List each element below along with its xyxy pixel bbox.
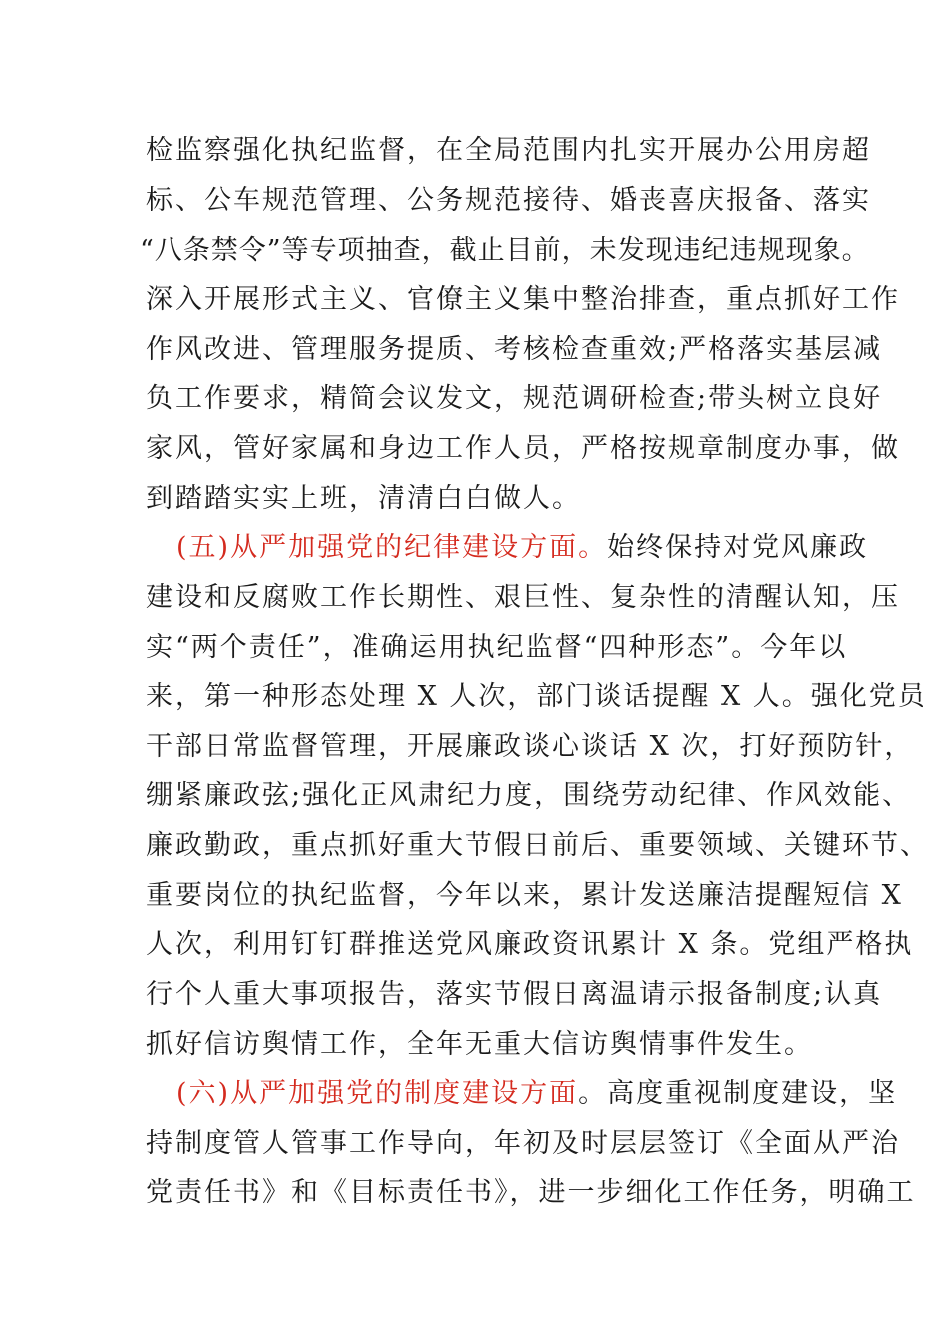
body-text-line: 建设和反腐败工作长期性、艰巨性、复杂性的清醒认知，压	[146, 582, 900, 613]
body-text-line: 负工作要求，精简会议发文，规范调研检查;带头树立良好	[146, 383, 883, 414]
body-text-line: 绷紧廉政弦;强化正风肃纪力度，围绕劳动纪律、作风效能、	[146, 780, 912, 811]
body-text-line: 实“两个责任”，准确运用执纪监督“四种形态”。今年以	[146, 632, 848, 663]
body-text-line: 重要岗位的执纪监督，今年以来，累计发送廉洁提醒短信 X	[146, 880, 903, 911]
body-text-line: 家风，管好家属和身边工作人员，严格按规章制度办事，做	[146, 433, 900, 464]
section-5-first-line-text: 始终保持对党风廉政	[607, 532, 869, 563]
body-text-line: 来，第一种形态处理 X 人次，部门谈话提醒 X 人。强化党员	[146, 681, 927, 712]
body-text-line: 党责任书》和《目标责任书》，进一步细化工作任务，明确工	[146, 1177, 916, 1208]
body-text-line: 检监察强化执纪监督，在全局范围内扎实开展办公用房超	[146, 135, 871, 166]
body-text-line: 廉政勤政，重点抓好重大节假日前后、重要领域、关键环节、	[146, 830, 929, 861]
body-text-line: 持制度管人管事工作导向，年初及时层层签订《全面从严治	[146, 1128, 900, 1159]
body-text-line: 人次，利用钉钉群推送党风廉政资讯累计 X 条。党组严格执	[146, 929, 914, 960]
body-text-line: 到踏踏实实上班，清清白白做人。	[146, 483, 581, 514]
body-text-line: 深入开展形式主义、官僚主义集中整治排查，重点抓好工作	[146, 284, 900, 315]
body-text-line: 行个人重大事项报告，落实节假日离温请示报备制度;认真	[146, 979, 883, 1010]
body-text-line: 干部日常监督管理，开展廉政谈心谈话 X 次，打好预防针，	[146, 731, 914, 762]
section-5-heading: (五)从严加强党的纪律建设方面。	[176, 532, 608, 563]
body-text-line: 作风改进、管理服务提质、考核检查重效;严格落实基层减	[146, 334, 883, 365]
section-6-first-line	[176, 1076, 897, 1112]
body-text-line: 标、公车规范管理、公务规范接待、婚丧喜庆报备、落实	[146, 185, 871, 216]
body-text-line: “八条禁令”等专项抽查，截止目前，未发现违纪违规现象。	[140, 235, 870, 266]
section-6-first-line-text: 。高度重视制度建设，坚	[578, 1078, 898, 1109]
section-6-heading: (六)从严加强党的制度建设方面	[176, 1078, 579, 1109]
section-5-first-line	[176, 530, 868, 566]
body-text-line: 抓好信访舆情工作，全年无重大信访舆情事件发生。	[146, 1029, 813, 1060]
